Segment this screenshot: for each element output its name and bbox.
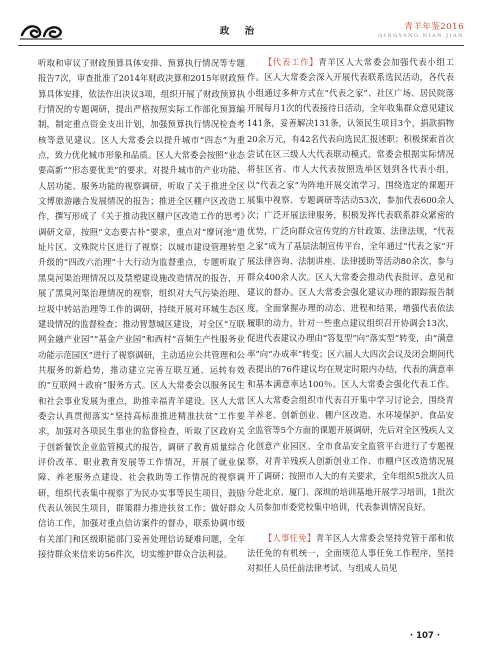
yearbook-pinyin: QINGYANG NIAN JIAN <box>378 33 464 39</box>
yearbook-badge <box>378 20 464 39</box>
section-personnel <box>247 531 454 577</box>
left-paragraph: 听取和审议了财政预算具体安排、预算执行情况等专题报告7次，审查批准了2014年财政决算和2015年财政预算具体安排，依法作出决议3项，组织开展了财政预算执行情况的专题调研，提出严格按照实际工作部化预算编制，制定重点资金支出计划，加强预算执行情况检查考核等意见建议。区人大常委会以提升城市“四态”为重点，致力优化城市形象和品质。区人大常委会按照“业态要高新”“形态要优美”的要求，对提升城市的产业功能、人居功能、服务功能的视察调研，听取了关于推进全区文博旅游融合发展情况的报告；推进全区棚户区改造工作，撰写形成了《关于推动我区棚户区改造工作的思考》调研文章，按照“文态要古朴”要求，重点对“摩诃池”遗址片区、文殊院片区进行了视察；以城市建设管理转型升级的“四改六治理”十大行动为监督重点，专题听取了黑臭河渠治理情况以及禁塑建设施改造情况的报告，开展了黑臭河渠治理情况的视察，组织对大气污染治理、垃圾中转站治理等工作的调研，持续开展对环城生态区建设情况的监督检查；推动智慧城区建设，对全区“互联网金融产业园”“基金产业园”和西村“音频生产性服务业功能示范园区”进行了视察调研，主动适应公共管理和公共服务的新趋势，推动建立完善互联互通、运转有效的“互联网＋政府”服务方式。区人大常委会以服务民生和社会事业发展为重点，助推幸福青羊建设。区人大常委会认真贯彻落实“坚持高标准推进精准扶贫”工作要求，加强对各项民生事业的监督检查，听取了区政府关于创新餐饮企业监管模式的报告，调研了教育质量综合评价改革、职业教育发展等工作情况，开展了就业保障、养老服务点建设、社会救助等工作情况的视察调研，组织代表集中视察了为民办实事等民生项目，鼓励代表认领民生项目，群策群力推进扶贫工作；做好群众信访工作，加强对重点信访案件的督办，联系协调市级有关部门和区级职能部门妥善处理信访疑难问题，全年接待群众来信来访56件次，切实维护群众合法利益。 <box>38 58 245 559</box>
right-column <box>247 55 454 577</box>
section-tag-delegate-work: 【代表工作】 <box>263 57 319 67</box>
paragraph-gap <box>247 515 454 530</box>
section-title: 政 治 <box>219 26 261 37</box>
section-text-personnel: 青羊区人大常委会坚持党管干部和依法任免的有机统一，全面规范人事任免工作程序，坚持对拟任人员任前法律考试、与组成人员见 <box>247 532 455 574</box>
section-text-delegate-work: 青羊区人大常委会加强代表小组工作。区人大常委会深入开展代表联系选民活动，各代表小组通过多种方式在“代表之家”、社区广场、居民院落开展每月1次的代表接待日活动，全年收集群众意见建议141条，妥善解决131条，认领民生项目3个，捐款捐物20余万元，有42名代表向选民汇报述职；积极探索首次尝试在区三级人大代表联动模式，常委会根据实际情况将驻区省、市人大代表按照选举区划到各代表小组，以“代表之家”为阵地开展交流学习，围绕选定的课题开展集中视察、专题调研等活动53次，参加代表600余人次；广泛开展法律服务，积极发挥代表联系群众紧密的优势，广泛向群众宣传党的方针政策、法律法规，“代表之家”成为了基层法制宣传平台，全年通过“代表之家”开展法律咨询、法制讲座、法律援助等活动80余次，参与群众400余人次。区人大常委会推动代表批评、意见和建议的督办。区人大常委会强化建议办理的跟踪报告制度，全面掌握办理的动态、进程和结果，增强代表依法履职的动力，针对一些重点建议组织召开协调会13次，促进代表建议办理由“答复型”向“落实型”转变，由“满意率”向“办成率”转变；区六届人大四次会议及闭会期间代表提出的76件建议均在规定时限内办结，代表的满意率和基本满意率达100％。区人大常委会强化代表工作。区人大常委会组织市代表召开集中学习讨论会，围绕青羊养老、创新创业、棚户区改造、水环境保护、食品安全监管等5个方面的课题开展调研，先后对全区残疾人文化创意产业园区、全市食品安全监管平台进行了专题视察，对青羊残疾人创新创业工作、市棚户区改造情况展开了调研；按照市人大的有关要求，全年组织5批次人员分赴北京、厦门、深圳的培训基地开展学习培训，1批次人员参加市委党校集中培训，代表参训情况良好。 <box>247 57 455 512</box>
yearbook-title: 青羊年鉴2016 <box>404 22 464 32</box>
page-number: · 107 · <box>409 631 440 641</box>
section-tag-personnel: 【人事任免】 <box>263 532 316 543</box>
section-delegate-work <box>247 55 454 515</box>
left-column <box>38 56 245 562</box>
header-divider <box>18 45 464 46</box>
